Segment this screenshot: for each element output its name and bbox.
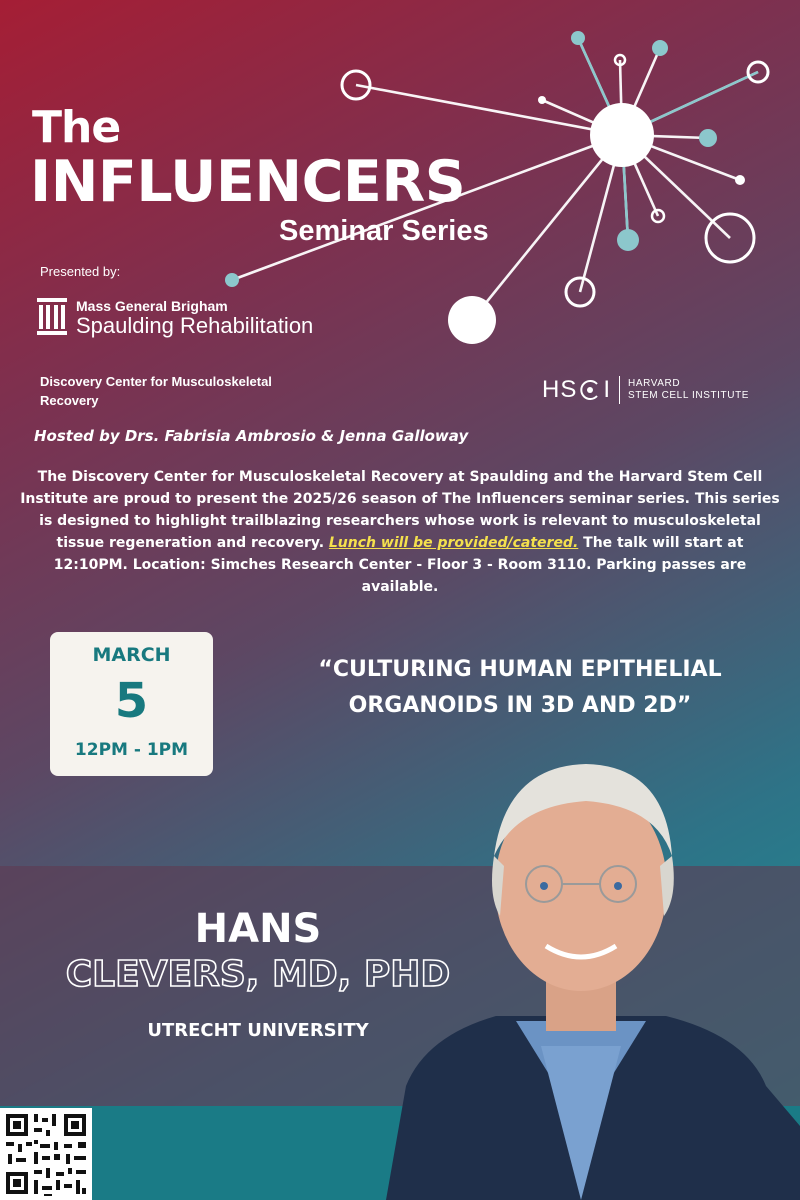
- hsci-line1: HARVARD: [628, 378, 681, 389]
- hsci-mark-left: HS: [542, 376, 578, 403]
- title-influencers: INFLUENCERS: [30, 149, 466, 215]
- presented-by-label: Presented by:: [40, 264, 121, 279]
- date-time: 12PM - 1PM: [74, 740, 189, 760]
- lunch-note: Lunch will be provided/catered.: [328, 535, 579, 551]
- hsci-c-dot-icon: [579, 379, 601, 401]
- date-card: [50, 632, 213, 776]
- date-day: 5: [114, 673, 149, 729]
- discovery-center-label: Discovery Center for Musculoskeletal Recovery: [40, 374, 272, 408]
- speaker-affiliation: UTRECHT UNIVERSITY: [147, 1020, 369, 1041]
- hsci-divider: [619, 376, 620, 404]
- hsci-mark-right: I: [603, 376, 612, 403]
- title-seminar-series: Seminar Series: [279, 215, 489, 247]
- hsci-logo: [542, 376, 749, 404]
- speaker-last-name: CLEVERS, MD, PHD: [65, 954, 451, 995]
- mgb-parent-name: Mass General Brigham: [76, 298, 228, 314]
- qr-code[interactable]: [0, 1108, 92, 1200]
- title-the: The: [32, 102, 121, 153]
- hsci-mark: [542, 376, 611, 404]
- description-intro: The Discovery Center for Musculoskeletal Recovery at Spaulding and the Harvard Stem Cell Institute are proud to present the 2025/26 season of The Influencers seminar series. This series is designed to highlight trailblazing researchers whose work is relevant to musculoskeletal tissue regeneration and recovery.: [20, 469, 780, 551]
- description: [20, 466, 780, 598]
- speaker-first-name: HANS: [194, 906, 322, 952]
- spaulding-name: Spaulding Rehabilitation: [76, 313, 314, 338]
- hsci-text: [628, 378, 749, 402]
- hsci-line2: STEM CELL INSTITUTE: [628, 390, 750, 401]
- talk-title: “CULTURING HUMAN EPITHELIAL ORGANOIDS IN 3D AND 2D”: [318, 657, 722, 718]
- date-month: MARCH: [92, 644, 171, 666]
- hosted-by: Hosted by Drs. Fabrisia Ambrosio & Jenna Galloway: [34, 427, 469, 445]
- description-details: The talk will start at 12:10PM. Location: Simches Research Center - Floor 3 - Room 3110. Parking passes are available.: [53, 535, 747, 595]
- mgb-building-icon: [36, 296, 68, 336]
